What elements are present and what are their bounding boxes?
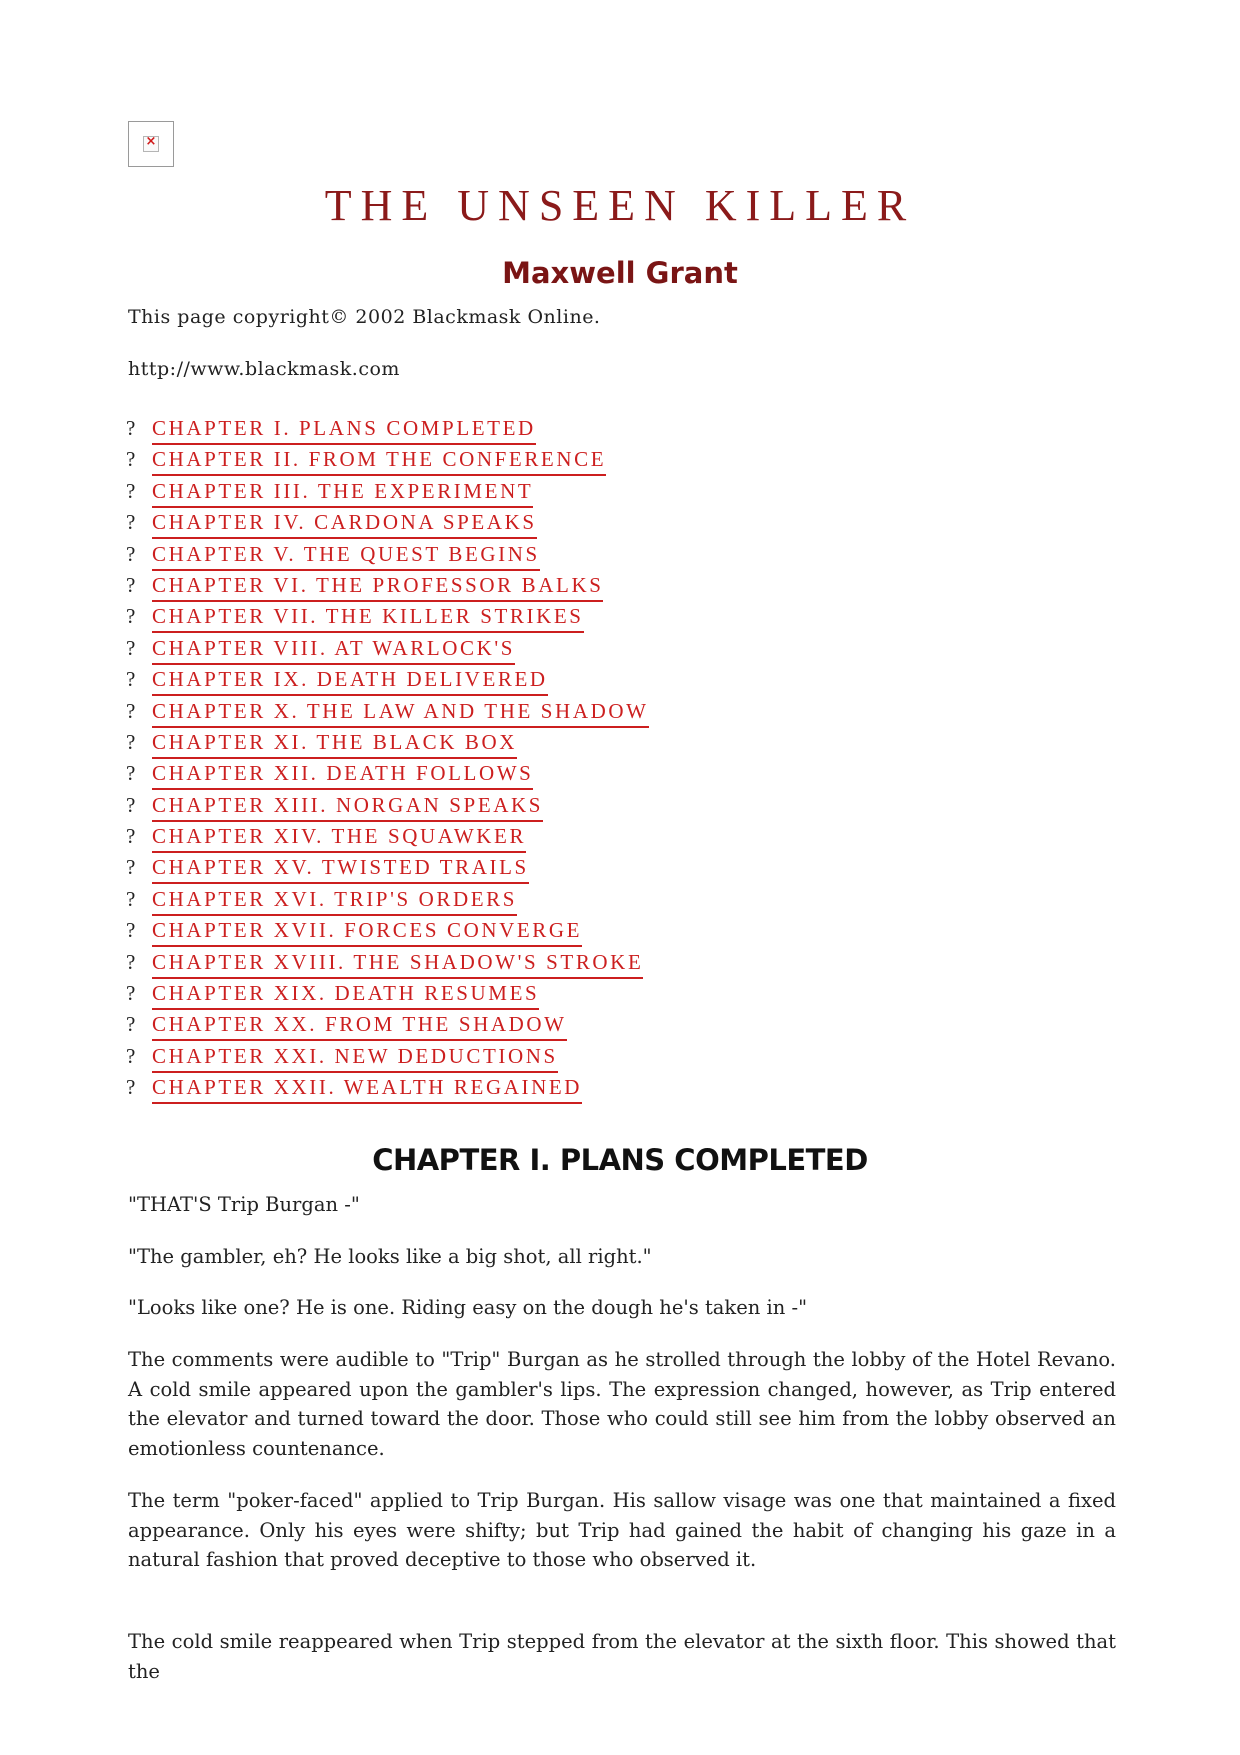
paragraph: The cold smile reappeared when Trip stepped from the elevator at the sixth floor. This showed that the: [128, 1630, 1116, 1683]
toc-item: [126, 950, 649, 981]
toc-item: [126, 1012, 649, 1043]
toc-link-chapter-16[interactable]: CHAPTER XVI. TRIP'S ORDERS: [152, 887, 517, 916]
toc-bullet: ?: [126, 667, 136, 692]
toc-link-chapter-15[interactable]: CHAPTER XV. TWISTED TRAILS: [152, 855, 529, 884]
book-title: THE UNSEEN KILLER: [324, 181, 916, 230]
toc-item: [126, 667, 649, 698]
toc-item: [126, 479, 649, 510]
toc-link-chapter-2[interactable]: CHAPTER II. FROM THE CONFERENCE: [152, 447, 606, 476]
toc-link-chapter-11[interactable]: CHAPTER XI. THE BLACK BOX: [152, 730, 517, 759]
toc-link-chapter-20[interactable]: CHAPTER XX. FROM THE SHADOW: [152, 1012, 567, 1041]
toc-item: [126, 542, 649, 573]
toc-link-chapter-13[interactable]: CHAPTER XIII. NORGAN SPEAKS: [152, 793, 543, 822]
toc-bullet: ?: [126, 1043, 136, 1068]
toc-bullet: ?: [126, 886, 136, 911]
toc-bullet: ?: [126, 541, 136, 566]
toc-bullet: ?: [126, 416, 136, 440]
toc-item: [126, 604, 649, 635]
toc-bullet: ?: [126, 729, 136, 754]
toc-bullet: ?: [126, 572, 136, 597]
paragraph: "The gambler, eh? He looks like a big shot, all right.": [128, 1245, 652, 1268]
toc-link-chapter-8[interactable]: CHAPTER VIII. AT WARLOCK'S: [152, 636, 515, 665]
toc-link-chapter-3[interactable]: CHAPTER III. THE EXPERIMENT: [152, 479, 533, 508]
toc-link-chapter-14[interactable]: CHAPTER XIV. THE SQUAWKER: [152, 824, 526, 853]
paragraph: The comments were audible to "Trip" Burgan as he strolled through the lobby of the Hotel Revano. A cold smile appeared upon the gambler's lips. The expression changed, however, as Trip entered the elevator and turned toward the door. Those who could still see him from the lobby observed an emotionless countenance.: [128, 1348, 1116, 1460]
broken-image-frame: [143, 136, 159, 152]
toc-bullet: ?: [126, 698, 136, 723]
toc-link-chapter-1[interactable]: CHAPTER I. PLANS COMPLETED: [152, 416, 536, 445]
copyright-notice: This page copyright© 2002 Blackmask Online.: [128, 306, 601, 328]
toc-link-chapter-12[interactable]: CHAPTER XII. DEATH FOLLOWS: [152, 761, 533, 790]
toc-bullet: ?: [126, 478, 136, 503]
toc-link-chapter-19[interactable]: CHAPTER XIX. DEATH RESUMES: [152, 981, 539, 1010]
toc-link-chapter-18[interactable]: CHAPTER XVIII. THE SHADOW'S STROKE: [152, 950, 643, 979]
toc-item: [126, 1075, 649, 1106]
toc-item: [126, 981, 649, 1012]
toc-item: [126, 918, 649, 949]
toc-bullet: ?: [126, 1012, 136, 1037]
paragraph: "THAT'S Trip Burgan -": [128, 1193, 360, 1216]
toc-bullet: ?: [126, 447, 136, 472]
toc-link-chapter-4[interactable]: CHAPTER IV. CARDONA SPEAKS: [152, 510, 537, 539]
toc-bullet: ?: [126, 761, 136, 786]
toc-item: [126, 887, 649, 918]
toc-item: [126, 699, 649, 730]
toc-link-chapter-6[interactable]: CHAPTER VI. THE PROFESSOR BALKS: [152, 573, 603, 602]
close-icon: ×: [145, 134, 157, 149]
toc-item: [126, 793, 649, 824]
toc-item: [126, 855, 649, 886]
toc-item: [126, 510, 649, 541]
toc-link-chapter-17[interactable]: CHAPTER XVII. FORCES CONVERGE: [152, 918, 582, 947]
toc-bullet: ?: [126, 1075, 136, 1100]
toc-item: [126, 416, 649, 447]
broken-image-icon: [128, 121, 174, 167]
book-author: Maxwell Grant: [502, 256, 738, 290]
toc-link-chapter-22[interactable]: CHAPTER XXII. WEALTH REGAINED: [152, 1075, 582, 1104]
toc-item: [126, 636, 649, 667]
toc-bullet: ?: [126, 949, 136, 974]
toc-bullet: ?: [126, 824, 136, 849]
toc-link-chapter-7[interactable]: CHAPTER VII. THE KILLER STRIKES: [152, 604, 584, 633]
toc-item: [126, 1044, 649, 1075]
toc-item: [126, 824, 649, 855]
paragraph: The term "poker-faced" applied to Trip Burgan. His sallow visage was one that maintained a fixed appearance. Only his eyes were shifty; but Trip had gained the habit of changing his gaze in a natural fashion that proved deceptive to those who observed it.: [128, 1489, 1116, 1571]
toc-link-chapter-5[interactable]: CHAPTER V. THE QUEST BEGINS: [152, 542, 540, 571]
toc-item: [126, 573, 649, 604]
chapter-heading: CHAPTER I. PLANS COMPLETED: [372, 1143, 868, 1177]
toc-item: [126, 447, 649, 478]
toc-bullet: ?: [126, 635, 136, 660]
toc-bullet: ?: [126, 918, 136, 943]
toc-item: [126, 761, 649, 792]
toc-bullet: ?: [126, 792, 136, 817]
toc-item: [126, 730, 649, 761]
website-url: http://www.blackmask.com: [128, 358, 400, 380]
toc-link-chapter-21[interactable]: CHAPTER XXI. NEW DEDUCTIONS: [152, 1044, 558, 1073]
toc-link-chapter-9[interactable]: CHAPTER IX. DEATH DELIVERED: [152, 667, 548, 696]
toc-link-chapter-10[interactable]: CHAPTER X. THE LAW AND THE SHADOW: [152, 699, 649, 728]
toc-bullet: ?: [126, 855, 136, 880]
table-of-contents: [126, 416, 649, 1107]
paragraph: "Looks like one? He is one. Riding easy on the dough he's taken in -": [128, 1296, 808, 1319]
toc-bullet: ?: [126, 510, 136, 535]
toc-bullet: ?: [126, 981, 136, 1006]
toc-bullet: ?: [126, 604, 136, 629]
